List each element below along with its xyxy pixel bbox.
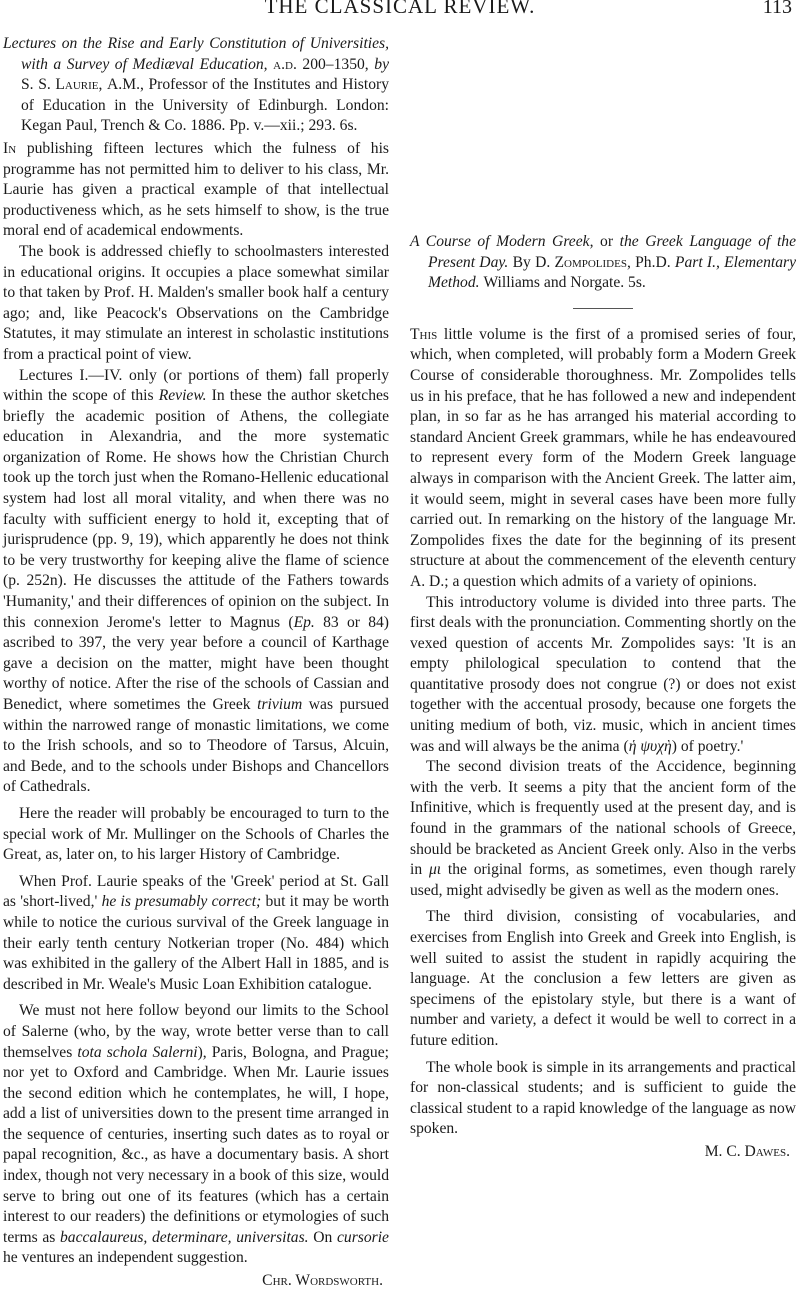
section-divider bbox=[573, 308, 633, 309]
review1-by: by bbox=[374, 55, 389, 73]
review2-paragraph-1: This little volume is the first of a promised series of four, which, when completed, will probably form a Modern Greek Course of considerable thoroughness. Mr. Zompolides tells us in his preface, that he has followed a new and independent plan, in so far as he has arranged his material according to standard Ancient Greek grammars, while he has endeavoured to represent every form of the Modern Greek language always in comparison with the Ancient Greek. The latter aim, it would seem, might in several cases have been more fully carried out. In remarking on the history of the language Mr. Zompolides fixes the date for the beginning of its present structure at about the commencement of the eleventh century A. D.; a question which admits of a variety of opinions. bbox=[410, 325, 796, 590]
review1-heading bbox=[3, 34, 389, 137]
review1-paragraph-2: The book is addressed chiefly to schoolmasters interested in educational origins. It occupies a place somewhat similar to that taken by Prof. H. Malden's smaller book half a century ago; and, like Peacock's Observations on the Cambridge Statutes, it may stimulate an interest in scholastic institutions from a practical point of view. bbox=[3, 242, 389, 363]
review1-lead-word: In bbox=[3, 139, 17, 157]
review1-paragraph-6: We must not here follow beyond our limits to the School of Salerne (who, by the way, wrote better verse than to call themselves tota schola Salerni), Paris, Bologna, and Prague; nor yet to Oxford and Cambridge. When Mr. Laurie issues the second edition which he contemplates, he will, I hope, add a list of universities down to the present time arranged in the sequence of centuries, inserting such dates as to royal or papal recognition, &c., as have a documentary basis. A short index, though not very necessary in a book of this size, would serve to bring out one of its features (which has a certain interest to our readers) the definitions or etymologies of such terms as baccalaureus, determinare, universitas. On cursorie he ventures an independent suggestion. bbox=[3, 1002, 389, 1267]
page-number: 113 bbox=[762, 0, 792, 18]
review2-lead-word: This bbox=[410, 325, 438, 343]
review1-publication-details: A.M., Professor of the Institutes and History of Education in the University of Edinburgh. London: Kegan Paul, Trench & Co. 1886. Pp. v.—xii.; 293. 6s. bbox=[21, 76, 389, 135]
review2-author: D. Zompolides, bbox=[535, 253, 631, 271]
running-header bbox=[0, 0, 800, 30]
left-column bbox=[3, 34, 389, 1292]
review1-para1-text: publishing fifteen lectures which the fulness of his programme has not permitted him to deliver to his class, Mr. Laurie has given a practical example of that intellectual productiveness which, as he sets himself to show, is the true moral end of academical endowments. bbox=[3, 139, 389, 240]
review1-paragraph-5: When Prof. Laurie speaks of the 'Greek' period at St. Gall as 'short-lived,' he is presumably correct; but it may be worth while to notice the curious survival of the Greek language in their early tenth century Notkerian troper (No. 484) which was exhibited in the gallery of the Albert Hall in 1885, and is described in Mr. Weale's Music Loan Exhibition catalogue. bbox=[3, 872, 389, 993]
review2-paragraph-5: The whole book is simple in its arrangements and practical for non-classical students; and is sufficient to guide the classical student to a rapid knowledge of the language as now spoken. bbox=[410, 1058, 796, 1138]
review2-signature: M. C. Dawes. bbox=[704, 1142, 790, 1160]
review2-publisher: Williams and Norgate. 5s. bbox=[483, 274, 646, 292]
review2-paragraph-3: The second division treats of the Accidence, beginning with the verb. It seems a pity that the ancient form of the Infinitive, which is frequently used at the present day, and is found in the grammars of the national schools of Greece, should be bracketed as Ancient Greek only. Also in the verbs in μι the original forms, as sometimes, even though rarely used, might advisedly be given as well as the modern ones. bbox=[410, 758, 796, 899]
review2-heading: A Course of Modern Greek, or the Greek Language of the Present Day. By D. Zompolides, Ph.D. Part I., Elementary Method. Williams and Norgate. 5s. bbox=[410, 233, 797, 292]
review1-book-title: Lectures on the Rise and Early Constitution of Universities, with a Survey of Mediæval Education, bbox=[3, 35, 389, 73]
review1-paragraph-4: Here the reader will probably be encouraged to turn to the special work of Mr. Mullinger on the Schools of Charles the Great, as, later on, to his larger History of Cambridge. bbox=[3, 804, 389, 864]
journal-title: THE CLASSICAL REVIEW. bbox=[264, 0, 536, 18]
review2-book-title: A Course of Modern Greek, bbox=[410, 233, 594, 250]
review1-dates: a.d. 200–1350, bbox=[273, 55, 369, 73]
right-column bbox=[410, 232, 796, 1163]
review1-paragraph-3: Lectures I.—IV. only (or portions of them) fall properly within the scope of this Review. In these the author sketches briefly the academic position of Athens, the collegiate education in Alexandria, and the more systematic organization of Rome. He shows how the Christian Church took up the torch just when the Romano-Hellenic educational system had lost all moral vitality, and when there was no faculty with sufficient energy to hold it, excepting that of jurisprudence (pp. 9, 19), which apparently he does not think to be very trustworthy for keeping alive the flame of science (p. 252n). He discusses the attitude of the Fathers towards 'Humanity,' and their differences of opinion on the subject. In this connexion Jerome's letter to Magnus (Ep. 83 or 84) ascribed to 397, the very year before a council of Karthage gave a decision on the matter, might have been thought worthy of notice. After the rise of the schools of Cassian and Benedict, where sometimes the Greek trivium was pursued within the narrowed range of monastic limitations, we come to the Irish schools, and so to Theodore of Tarsus, Alcuin, and Bede, and to the schools under Bishops and Chancellors of Cathedrals. bbox=[3, 366, 389, 796]
review1-signature: Chr. Wordsworth. bbox=[262, 1272, 383, 1290]
greek-phrase: ἡ ψυχὴ bbox=[628, 737, 672, 755]
review2-paragraph-4: The third division, consisting of vocabularies, and exercises from English into Greek and Greek into English, is well suited to assist the student in rapidly acquiring the language. At the conclusion a few letters are given as specimens of the epistolary style, but there is a want of number and variety, a defect it would be well to correct in a future edition. bbox=[410, 908, 796, 1049]
review1-author: S. S. Laurie, bbox=[21, 76, 103, 94]
review1-paragraph-1 bbox=[3, 139, 389, 242]
review2-paragraph-2: This introductory volume is divided into three parts. The first deals with the pronunciation. Commenting shortly on the vexed question of accents Mr. Zompolides says: 'It is an empty philological speculation to contend that the quantitative prosody does not congrue (?) or does not exist together with the accentual prosody, because one forgets the uniting medium of both, viz. music, which in ancient times was and will always be the anima (ἡ ψυχὴ) of poetry.' bbox=[410, 593, 796, 755]
